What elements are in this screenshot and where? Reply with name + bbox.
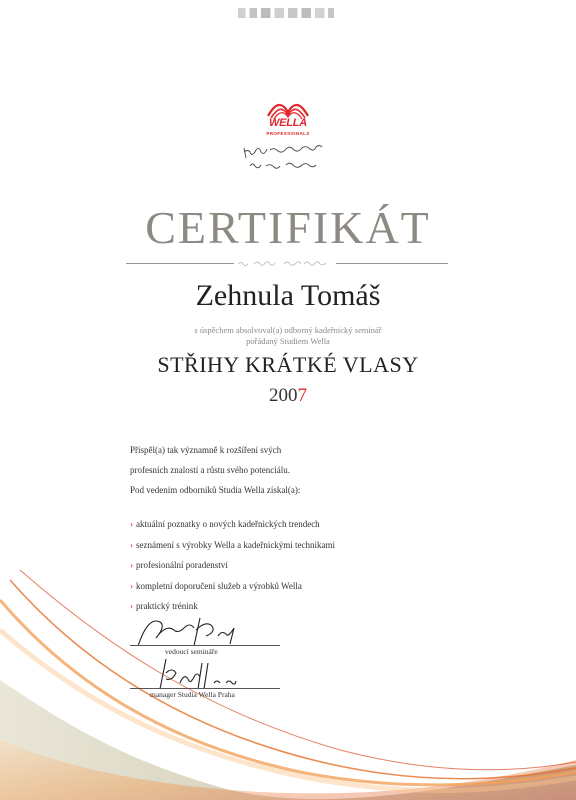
benefit-text: profesionální poradenství [136, 560, 228, 570]
body-paragraph [130, 440, 450, 500]
signature-2-caption: manager Studia Wella Praha [150, 690, 235, 699]
benefit-text: seznámení s výrobky Wella a kadeřnickými technikami [136, 539, 336, 550]
title-rule-right [336, 263, 448, 264]
recipient-name: Zehnula Tomáš [195, 279, 381, 312]
benefit-text: praktický trénink [136, 601, 198, 611]
list-item [130, 555, 450, 576]
title-rule-script [234, 256, 336, 270]
handwritten-slogan [240, 140, 340, 176]
benefit-text: kompletní doporučení služeb a výrobků Wella [136, 580, 302, 591]
signature-line-2 [130, 688, 280, 689]
body-line-1: Přispěl(a) tak významně k rozšíření svých [130, 445, 282, 455]
list-item [130, 514, 450, 535]
top-color-strip [238, 8, 334, 18]
bullet-icon: › [130, 560, 133, 570]
bullet-icon: › [130, 519, 133, 529]
bullet-icon: › [130, 539, 133, 550]
signature-2 [150, 653, 270, 693]
list-item [130, 576, 450, 597]
benefit-text: aktuální poznatky o nových kadeřnických trendech [136, 519, 320, 529]
bullet-icon: › [130, 601, 133, 611]
course-year [0, 383, 576, 409]
year-accent: 7 [297, 385, 307, 406]
signature-line-1 [130, 645, 280, 646]
signature-1-caption: vedoucí semináře [165, 647, 218, 656]
title-rule-left [126, 263, 234, 264]
certificate-title: CERTIFIKÁT [145, 202, 431, 253]
list-item [130, 535, 450, 556]
course-name: STŘIHY KRÁTKÉ VLASY [157, 352, 419, 377]
year-main: 200 [269, 385, 298, 406]
logo-subtitle: PROFESSIONALS [266, 131, 310, 136]
signature-1 [134, 612, 284, 652]
intro-line-1: s úspěchem absolvoval(a) odborný kadeřnický seminář [194, 325, 382, 335]
body-line-3: Pod vedením odborníků Studia Wella získal(a): [130, 485, 301, 495]
bullet-icon: › [130, 580, 133, 591]
intro-line-2: pořádaný Studiem Wella [246, 336, 330, 346]
benefits-list [130, 514, 450, 617]
body-line-2: profesních znalostí a růstu svého potenciálu. [130, 465, 290, 475]
logo-wordmark: WELLA [268, 117, 308, 129]
intro-text [0, 325, 576, 347]
